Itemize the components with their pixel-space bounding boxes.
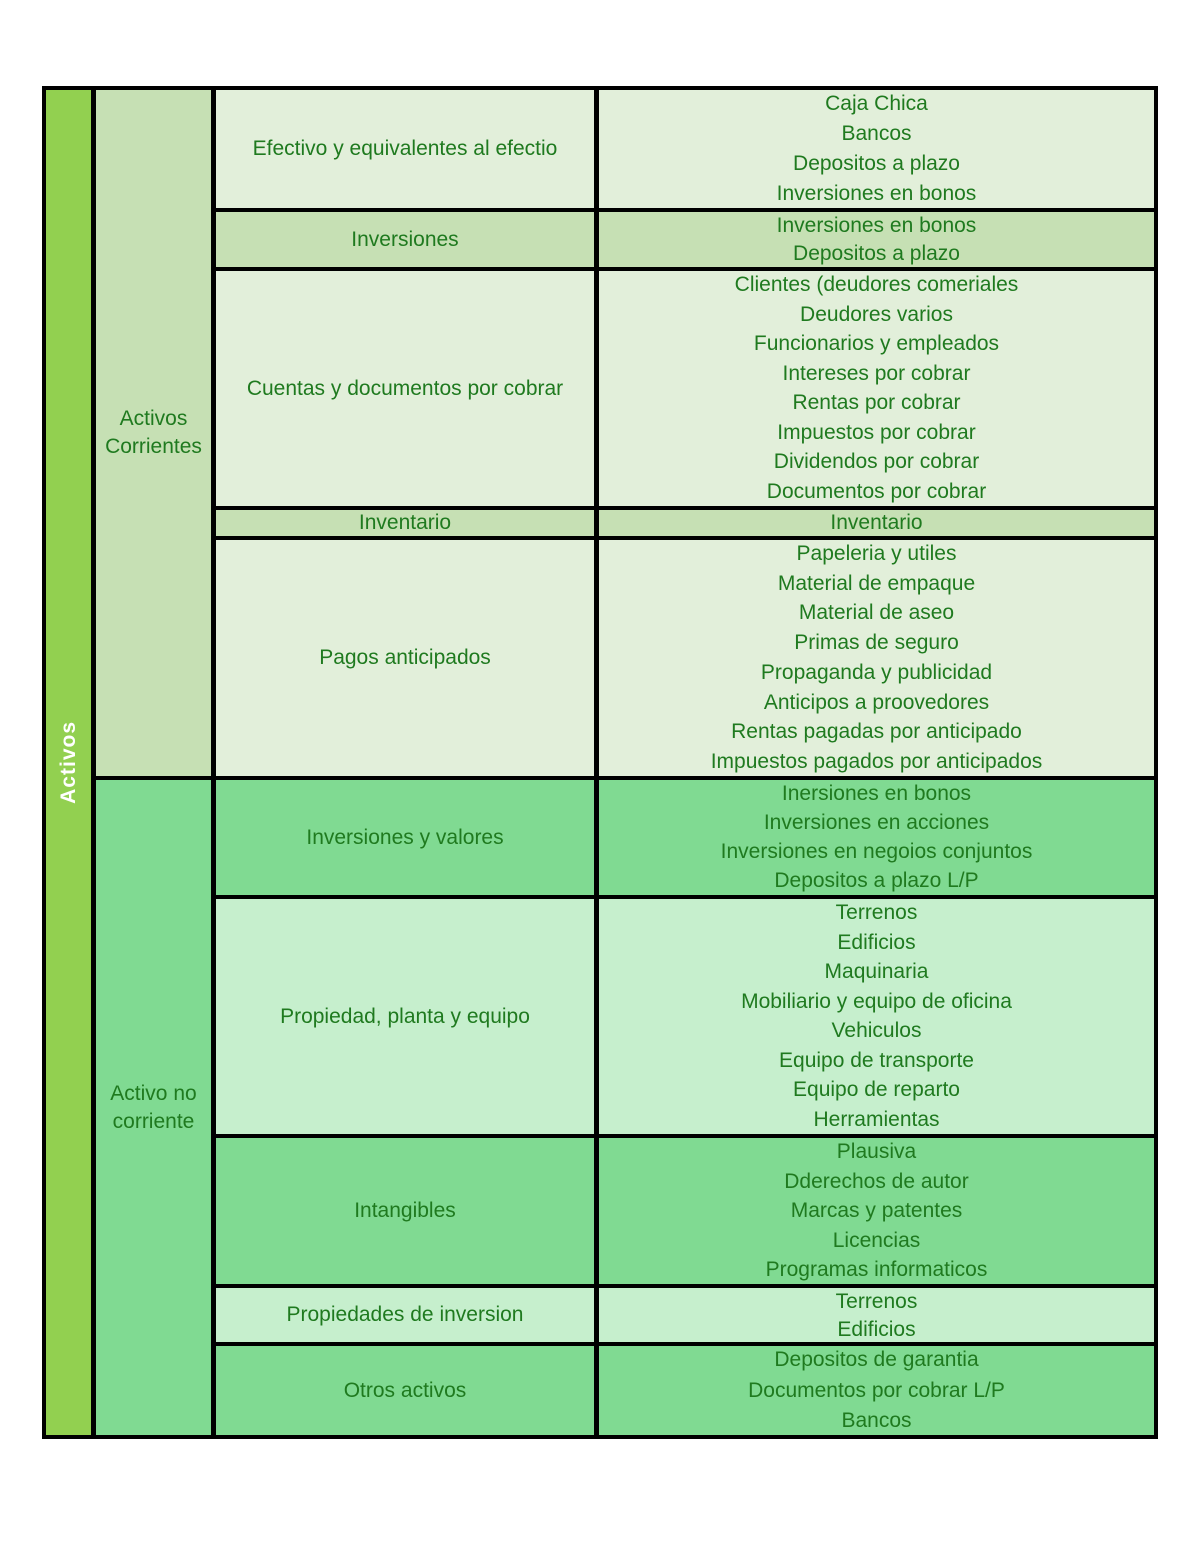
account-list (599, 90, 1154, 208)
account-item: Material de aseo (798, 601, 955, 625)
group-label: Activos Corrientes (105, 407, 202, 458)
account-list (599, 1288, 1154, 1342)
category-label: Otros activos (343, 1378, 467, 1402)
account-item: Equipo de reparto (793, 1078, 960, 1102)
account-item: Inversiones en bonos (776, 214, 977, 237)
group-cell (96, 780, 211, 1435)
account-item: Licencias (832, 1228, 921, 1252)
items-cell (599, 90, 1154, 208)
accounts-table (42, 86, 1158, 1439)
account-item: Papeleria y utiles (796, 542, 957, 565)
account-list (599, 510, 1154, 536)
items-cell (599, 1288, 1154, 1342)
account-item: Depositos a plazo (793, 242, 960, 265)
category-cell (216, 271, 594, 506)
account-item: Impuestos pagados por anticipados (710, 749, 1043, 773)
account-item: Inventario (830, 511, 923, 534)
items-cell (599, 540, 1154, 776)
account-item: Depositos a plazo L/P (774, 869, 979, 892)
account-item: Marcas y patentes (790, 1199, 963, 1222)
category-cell (216, 899, 594, 1134)
category-cell (216, 212, 594, 267)
category-cell (216, 540, 594, 776)
account-item: Documentos por cobrar (766, 479, 987, 503)
account-item: Programas informaticos (765, 1258, 988, 1281)
account-list (599, 212, 1154, 267)
account-item: Depositos a plazo (793, 152, 960, 175)
group-cell (96, 90, 211, 776)
account-item: Anticipos a proovedores (763, 690, 990, 714)
category-label: Inversiones y valores (306, 825, 504, 849)
account-list (599, 271, 1154, 506)
category-label: Inversiones (351, 227, 459, 251)
group-label: Activo no corriente (110, 1081, 197, 1133)
category-cell (216, 1346, 594, 1435)
account-item: Funcionarios y empleados (753, 332, 1000, 356)
category-label: Pagos anticipados (319, 646, 491, 670)
account-list (599, 899, 1154, 1134)
account-item: Clientes (deudores comeriales (734, 273, 1019, 296)
account-item: Edificios (837, 1318, 916, 1341)
root-category-label: Activos (56, 721, 80, 804)
account-item: Depositos de garantia (774, 1348, 979, 1371)
category-cell (216, 1138, 594, 1284)
account-list (599, 540, 1154, 776)
account-list (599, 1138, 1154, 1284)
account-item: Primas de seguro (794, 631, 959, 655)
category-label: Inventario (358, 511, 452, 535)
account-item: Inersiones en bonos (781, 782, 972, 805)
account-item: Propaganda y publicidad (760, 660, 993, 684)
items-cell (599, 1346, 1154, 1435)
account-item: Dividendos por cobrar (773, 450, 980, 474)
items-cell (599, 899, 1154, 1134)
account-item: Inversiones en acciones (763, 811, 990, 834)
account-list (599, 1346, 1154, 1435)
account-item: Terrenos (835, 901, 918, 924)
account-item: Maquinaria (824, 960, 929, 984)
account-item: Bancos (841, 1409, 912, 1432)
account-item: Intereses por cobrar (782, 361, 971, 385)
account-item: Inversiones en negoios conjuntos (720, 840, 1033, 863)
account-item: Dderechos de autor (784, 1169, 969, 1193)
category-label: Propiedad, planta y equipo (280, 1004, 530, 1028)
account-item: Deudores varios (800, 302, 953, 326)
category-cell (216, 780, 594, 895)
account-item: Plausiva (836, 1140, 917, 1163)
account-item: Inversiones en bonos (776, 182, 977, 205)
category-cell (216, 90, 594, 208)
account-item: Documentos por cobrar L/P (748, 1378, 1005, 1402)
account-item: Caja Chica (825, 92, 928, 115)
account-item: Material de empaque (777, 571, 976, 595)
category-label: Efectivo y equivalentes al efectio (252, 137, 558, 161)
account-item: Mobiliario y equipo de oficina (741, 989, 1012, 1013)
items-cell (599, 271, 1154, 506)
category-label: Cuentas y documentos por cobrar (246, 376, 564, 400)
items-cell (599, 780, 1154, 895)
account-item: Equipo de transporte (779, 1048, 974, 1072)
account-item: Terrenos (835, 1290, 918, 1313)
account-item: Herramientas (813, 1107, 940, 1131)
items-cell (599, 212, 1154, 267)
account-item: Bancos (841, 122, 912, 145)
accounts-grid (46, 90, 1154, 1435)
category-label: Propiedades de inversion (286, 1303, 524, 1327)
account-item: Vehiculos (831, 1019, 922, 1043)
account-item: Rentas pagadas por anticipado (731, 720, 1022, 744)
category-cell (216, 510, 594, 536)
root-category-cell (46, 90, 91, 1435)
items-cell (599, 510, 1154, 536)
account-item: Rentas por cobrar (792, 391, 961, 415)
items-cell (599, 1138, 1154, 1284)
category-cell (216, 1288, 594, 1342)
category-label: Intangibles (354, 1199, 456, 1223)
account-item: Edificios (837, 930, 916, 954)
account-list (599, 780, 1154, 895)
account-item: Impuestos por cobrar (777, 420, 976, 444)
